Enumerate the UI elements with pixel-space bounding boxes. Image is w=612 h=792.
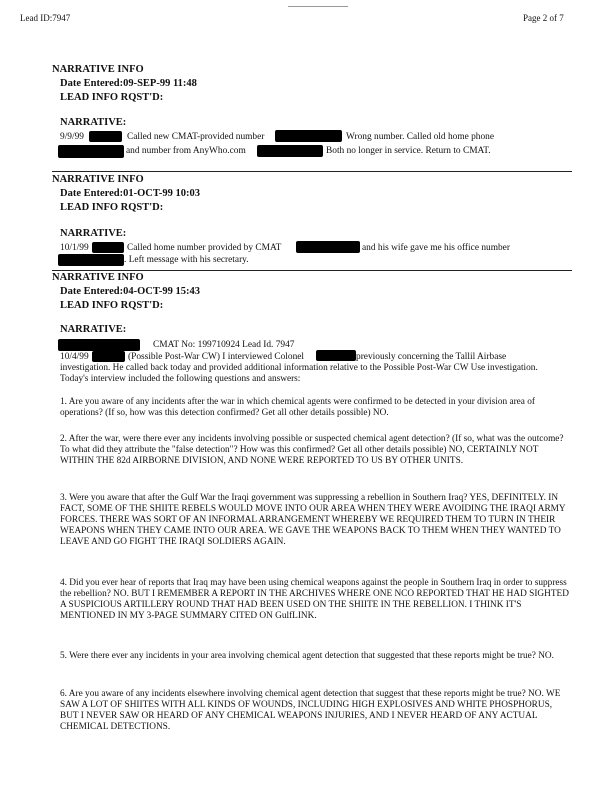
narrative-date: 10/1/99 [60, 243, 89, 253]
redaction [92, 242, 124, 253]
date-entered: Date Entered:09-SEP-99 11:48 [60, 78, 197, 89]
narrative-text: and number from AnyWho.com [126, 146, 246, 156]
redaction [92, 351, 125, 362]
lead-info-label: LEAD INFO RQST'D: [60, 202, 164, 213]
narrative-date: 10/4/99 [60, 352, 89, 362]
redaction [296, 241, 360, 253]
section-divider [52, 171, 572, 172]
narrative-text: Wrong number. Called old home phone [346, 132, 495, 142]
question-5: 5. Were there ever any incidents in your area involving chemical agent detection that suggested that these reports might be true? NO. [60, 651, 554, 661]
narrative-text: previously concerning the Tallil Airbase [356, 352, 507, 362]
question-6: 6. Are you aware of any incidents elsewhere involving chemical agent detection that suggest that these reports might be true? NO. WE SAW A LOT OF SHIITES WITH ALL KINDS OF WOUNDS, INCLUDING HIGH EXPLOSIVES AND WHITE PHOSPHORUS, BUT I NEVER SAW OR HEARD OF ANY CHEMICAL WEAPONS INJURIES, AND I NEVER HEARD OF ANY ACTUAL CHEMICAL DETECTIONS. [60, 689, 561, 732]
narrative-label: NARRATIVE: [60, 117, 127, 128]
section-title: NARRATIVE INFO [52, 174, 144, 185]
date-entered: Date Entered:04-OCT-99 15:43 [60, 286, 200, 297]
top-scan-line [288, 6, 348, 7]
lead-info-label: LEAD INFO RQST'D: [60, 300, 164, 311]
question-3: 3. Were you aware that after the Gulf War the Iraqi government was suppressing a rebellion in Southern Iraq? YES, DEFINITELY. IN FACT, SOME OF THE SHIITE REBELS WOULD MOVE INTO OUR AREA WHEN THEY WERE AVOIDING THE IRAQI ARMY FORCES. THERE WAS SORT OF AN INFORMAL ARRANGEMENT WHEREBY WE REQUIRED THEM TO TURN IN THEIR WEAPONS WHEN THEY CAME INTO OUR AREA. WE GAVE THE WEAPONS BACK TO THEM WHEN THEY WANTED TO LEAVE AND GO FIGHT THE IRAQI SOLDIERS AGAIN. [60, 493, 566, 547]
redaction [58, 145, 124, 158]
redaction [316, 350, 356, 361]
section-title: NARRATIVE INFO [52, 272, 144, 283]
narrative-text: and his wife gave me his office number [362, 243, 510, 253]
redaction [89, 131, 122, 142]
redaction [257, 145, 323, 157]
redaction [58, 339, 140, 351]
lead-id-header: Lead ID:7947 [20, 13, 71, 23]
question-1: 1. Are you aware of any incidents after the war in which chemical agents were confirmed to be detected in your division area of operations? (If so, how was this detection confirmed? Get all other details possible) NO. [60, 397, 535, 418]
date-entered: Date Entered:01-OCT-99 10:03 [60, 188, 200, 199]
question-4: 4. Did you ever hear of reports that Iraq may have been using chemical weapons against the people in Southern Iraq in order to suppress the rebellion? NO. BUT I REMEMBER A REPORT IN THE ARCHIVES WHERE ONE NCO REPORTED THAT HE HAD SIGHTED A SUSPICIOUS ARTILLERY ROUND THAT HAD BEEN USED ON THE SHIITE IN THE REBELLION. I THINK IT'S MENTIONED IN MY 3-PAGE SUMMARY CITED ON GulfLINK. [60, 578, 569, 621]
cmat-line: CMAT No: 199710924 Lead Id. 7947 [153, 340, 295, 350]
narrative-date: 9/9/99 [60, 132, 84, 142]
narrative-label: NARRATIVE: [60, 324, 127, 335]
section-title: NARRATIVE INFO [52, 64, 144, 75]
intro-continuation: investigation. He called back today and provided additional information relative to the Possible Post-War CW Use investigation. Today's interview included the following questions and answers: [60, 363, 538, 384]
narrative-label: NARRATIVE: [60, 228, 127, 239]
question-2: 2. After the war, were there ever any incidents involving possible or suspected chemical agent detection? (If so, what was the outcome? To what did they attribute the "false detection"? How was this confirmed? Get all other details possible) NO, CERTAINLY NOT WITHIN THE 82d AIRBORNE DIVISION, AND NONE WERE REPORTED TO US BY OTHER UNITS. [60, 434, 564, 466]
narrative-text: . Left message with his secretary. [124, 255, 249, 265]
page-number: Page 2 of 7 [523, 13, 564, 23]
narrative-text: Called new CMAT-provided number [127, 132, 265, 142]
redaction [58, 254, 124, 266]
lead-info-label: LEAD INFO RQST'D: [60, 92, 164, 103]
redaction [275, 130, 342, 142]
narrative-text: (Possible Post-War CW) I interviewed Colonel [128, 352, 305, 362]
narrative-text: Called home number provided by CMAT [127, 243, 282, 253]
narrative-text: Both no longer in service. Return to CMAT. [326, 146, 491, 156]
